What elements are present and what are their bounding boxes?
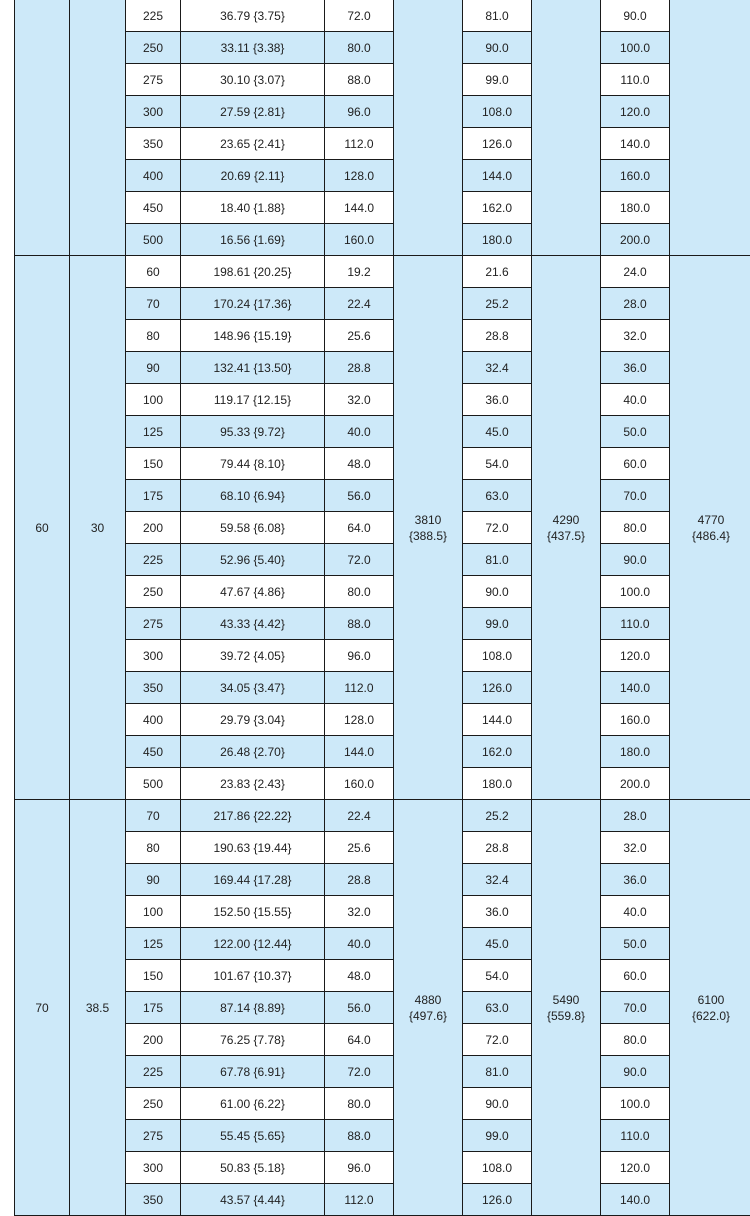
col4-cell: 39.72 {4.05}	[181, 640, 325, 672]
col4-cell: 101.67 {10.37}	[181, 960, 325, 992]
col5-cell: 80.0	[325, 32, 394, 64]
col7-cell: 28.8	[463, 320, 532, 352]
col9-cell: 70.0	[601, 480, 670, 512]
col4-cell: 23.83 {2.43}	[181, 768, 325, 800]
table-row	[15, 352, 750, 384]
table-row	[15, 608, 750, 640]
col4-cell: 26.48 {2.70}	[181, 736, 325, 768]
col5-cell: 22.4	[325, 288, 394, 320]
col9-cell: 100.0	[601, 1088, 670, 1120]
col5-cell: 32.0	[325, 896, 394, 928]
col9-cell: 140.0	[601, 128, 670, 160]
group-col6-cell	[394, 0, 463, 256]
col3-cell: 275	[126, 64, 181, 96]
table-row	[15, 0, 750, 32]
col4-cell: 43.33 {4.42}	[181, 608, 325, 640]
table-row	[15, 800, 750, 832]
col3-cell: 90	[126, 352, 181, 384]
col3-cell: 200	[126, 1024, 181, 1056]
col3-cell: 125	[126, 928, 181, 960]
table-row	[15, 1024, 750, 1056]
col5-cell: 96.0	[325, 1152, 394, 1184]
col5-cell: 160.0	[325, 768, 394, 800]
col5-cell: 96.0	[325, 96, 394, 128]
col7-cell: 72.0	[463, 1024, 532, 1056]
col4-cell: 61.00 {6.22}	[181, 1088, 325, 1120]
col4-cell: 132.41 {13.50}	[181, 352, 325, 384]
col4-cell: 33.11 {3.38}	[181, 32, 325, 64]
col3-cell: 80	[126, 320, 181, 352]
col9-cell: 60.0	[601, 448, 670, 480]
col3-cell: 90	[126, 864, 181, 896]
col4-cell: 29.79 {3.04}	[181, 704, 325, 736]
col7-cell: 144.0	[463, 160, 532, 192]
col5-cell: 80.0	[325, 576, 394, 608]
col4-cell: 119.17 {12.15}	[181, 384, 325, 416]
col9-cell: 180.0	[601, 192, 670, 224]
group-col2-cell-text: 38.5	[86, 1001, 109, 1015]
col7-cell: 63.0	[463, 480, 532, 512]
col4-cell: 95.33 {9.72}	[181, 416, 325, 448]
col7-cell: 126.0	[463, 128, 532, 160]
col3-cell: 70	[126, 800, 181, 832]
col5-cell: 25.6	[325, 320, 394, 352]
col7-cell: 90.0	[463, 32, 532, 64]
col9-cell: 80.0	[601, 1024, 670, 1056]
col3-cell: 150	[126, 448, 181, 480]
col4-cell: 50.83 {5.18}	[181, 1152, 325, 1184]
col4-cell: 68.10 {6.94}	[181, 480, 325, 512]
col5-cell: 32.0	[325, 384, 394, 416]
col7-cell: 126.0	[463, 672, 532, 704]
col9-cell: 80.0	[601, 512, 670, 544]
table-row	[15, 832, 750, 864]
spec-table	[14, 0, 750, 1216]
col7-cell: 90.0	[463, 1088, 532, 1120]
col3-cell: 275	[126, 608, 181, 640]
table-row	[15, 256, 750, 288]
col7-cell: 108.0	[463, 640, 532, 672]
col3-cell: 250	[126, 32, 181, 64]
col5-cell: 28.8	[325, 352, 394, 384]
col7-cell: 162.0	[463, 192, 532, 224]
col3-cell: 400	[126, 160, 181, 192]
col9-cell: 28.0	[601, 288, 670, 320]
table-row	[15, 928, 750, 960]
table-row	[15, 864, 750, 896]
col5-cell: 48.0	[325, 448, 394, 480]
col4-cell: 18.40 {1.88}	[181, 192, 325, 224]
group-col6-cell-text: 4880 {497.6}	[409, 993, 447, 1023]
col7-cell: 108.0	[463, 96, 532, 128]
col3-cell: 60	[126, 256, 181, 288]
table-row	[15, 288, 750, 320]
group-col2-cell	[70, 0, 126, 256]
col5-cell: 48.0	[325, 960, 394, 992]
col9-cell: 90.0	[601, 1056, 670, 1088]
col4-cell: 198.61 {20.25}	[181, 256, 325, 288]
col9-cell: 24.0	[601, 256, 670, 288]
col7-cell: 25.2	[463, 800, 532, 832]
col9-cell: 120.0	[601, 640, 670, 672]
col5-cell: 128.0	[325, 704, 394, 736]
col4-cell: 55.45 {5.65}	[181, 1120, 325, 1152]
col9-cell: 200.0	[601, 768, 670, 800]
col5-cell: 144.0	[325, 736, 394, 768]
table-row	[15, 896, 750, 928]
col3-cell: 225	[126, 1056, 181, 1088]
col5-cell: 22.4	[325, 800, 394, 832]
col4-cell: 59.58 {6.08}	[181, 512, 325, 544]
group-col1-cell-text: 60	[35, 521, 48, 535]
col5-cell: 112.0	[325, 1184, 394, 1216]
table-row	[15, 320, 750, 352]
col3-cell: 300	[126, 96, 181, 128]
col7-cell: 25.2	[463, 288, 532, 320]
col9-cell: 90.0	[601, 0, 670, 32]
col5-cell: 19.2	[325, 256, 394, 288]
col3-cell: 400	[126, 704, 181, 736]
col4-cell: 190.63 {19.44}	[181, 832, 325, 864]
group-col6-cell	[394, 256, 463, 800]
col3-cell: 350	[126, 672, 181, 704]
col7-cell: 81.0	[463, 0, 532, 32]
col3-cell: 275	[126, 1120, 181, 1152]
col3-cell: 300	[126, 1152, 181, 1184]
col7-cell: 32.4	[463, 864, 532, 896]
col3-cell: 500	[126, 768, 181, 800]
table-row	[15, 1088, 750, 1120]
col5-cell: 72.0	[325, 1056, 394, 1088]
col5-cell: 56.0	[325, 992, 394, 1024]
col7-cell: 54.0	[463, 448, 532, 480]
col7-cell: 45.0	[463, 928, 532, 960]
col5-cell: 40.0	[325, 928, 394, 960]
col9-cell: 120.0	[601, 96, 670, 128]
col9-cell: 50.0	[601, 416, 670, 448]
col7-cell: 54.0	[463, 960, 532, 992]
table-row	[15, 64, 750, 96]
col3-cell: 225	[126, 544, 181, 576]
table-row	[15, 32, 750, 64]
col4-cell: 52.96 {5.40}	[181, 544, 325, 576]
col9-cell: 110.0	[601, 1120, 670, 1152]
col5-cell: 64.0	[325, 1024, 394, 1056]
col4-cell: 30.10 {3.07}	[181, 64, 325, 96]
col4-cell: 76.25 {7.78}	[181, 1024, 325, 1056]
col5-cell: 72.0	[325, 0, 394, 32]
col9-cell: 36.0	[601, 864, 670, 896]
table-row	[15, 1152, 750, 1184]
col5-cell: 112.0	[325, 672, 394, 704]
col3-cell: 100	[126, 384, 181, 416]
col4-cell: 169.44 {17.28}	[181, 864, 325, 896]
table-row	[15, 480, 750, 512]
col3-cell: 70	[126, 288, 181, 320]
col9-cell: 110.0	[601, 64, 670, 96]
table-row	[15, 736, 750, 768]
col9-cell: 50.0	[601, 928, 670, 960]
group-col2-cell	[70, 256, 126, 800]
col9-cell: 160.0	[601, 160, 670, 192]
col7-cell: 99.0	[463, 1120, 532, 1152]
group-col2-cell-text: 30	[91, 521, 104, 535]
table-row	[15, 512, 750, 544]
table-row	[15, 128, 750, 160]
col7-cell: 32.4	[463, 352, 532, 384]
col3-cell: 80	[126, 832, 181, 864]
col4-cell: 87.14 {8.89}	[181, 992, 325, 1024]
group-col1-cell-text: 70	[35, 1001, 48, 1015]
col9-cell: 140.0	[601, 672, 670, 704]
col9-cell: 90.0	[601, 544, 670, 576]
col9-cell: 32.0	[601, 832, 670, 864]
col9-cell: 28.0	[601, 800, 670, 832]
col5-cell: 112.0	[325, 128, 394, 160]
col7-cell: 108.0	[463, 1152, 532, 1184]
col3-cell: 175	[126, 480, 181, 512]
col5-cell: 25.6	[325, 832, 394, 864]
col3-cell: 225	[126, 0, 181, 32]
table-row	[15, 672, 750, 704]
col4-cell: 148.96 {15.19}	[181, 320, 325, 352]
table-row	[15, 384, 750, 416]
col3-cell: 150	[126, 960, 181, 992]
col5-cell: 144.0	[325, 192, 394, 224]
table-row	[15, 640, 750, 672]
group-col10-cell	[670, 0, 750, 256]
group-col1-cell	[15, 0, 70, 256]
group-col2-cell	[70, 800, 126, 1216]
col3-cell: 450	[126, 736, 181, 768]
col9-cell: 120.0	[601, 1152, 670, 1184]
table-row	[15, 192, 750, 224]
table-row	[15, 992, 750, 1024]
col4-cell: 170.24 {17.36}	[181, 288, 325, 320]
col7-cell: 90.0	[463, 576, 532, 608]
col9-cell: 200.0	[601, 224, 670, 256]
group-col10-cell	[670, 800, 750, 1216]
table-row	[15, 704, 750, 736]
col4-cell: 152.50 {15.55}	[181, 896, 325, 928]
col9-cell: 70.0	[601, 992, 670, 1024]
col5-cell: 88.0	[325, 64, 394, 96]
group-col8-cell	[532, 800, 601, 1216]
col9-cell: 100.0	[601, 32, 670, 64]
col9-cell: 100.0	[601, 576, 670, 608]
col9-cell: 180.0	[601, 736, 670, 768]
col7-cell: 180.0	[463, 224, 532, 256]
col5-cell: 88.0	[325, 1120, 394, 1152]
col3-cell: 200	[126, 512, 181, 544]
col3-cell: 175	[126, 992, 181, 1024]
col9-cell: 140.0	[601, 1184, 670, 1216]
col7-cell: 72.0	[463, 512, 532, 544]
col9-cell: 160.0	[601, 704, 670, 736]
table-row	[15, 768, 750, 800]
col4-cell: 122.00 {12.44}	[181, 928, 325, 960]
col7-cell: 63.0	[463, 992, 532, 1024]
col4-cell: 217.86 {22.22}	[181, 800, 325, 832]
table-row	[15, 960, 750, 992]
col3-cell: 100	[126, 896, 181, 928]
col9-cell: 40.0	[601, 896, 670, 928]
group-col10-cell-text: 6100 {622.0}	[692, 993, 730, 1023]
table-row	[15, 448, 750, 480]
col3-cell: 500	[126, 224, 181, 256]
col7-cell: 81.0	[463, 544, 532, 576]
col3-cell: 350	[126, 1184, 181, 1216]
col5-cell: 88.0	[325, 608, 394, 640]
group-col6-cell-text: 3810 {388.5}	[409, 513, 447, 543]
col9-cell: 110.0	[601, 608, 670, 640]
col5-cell: 72.0	[325, 544, 394, 576]
col3-cell: 350	[126, 128, 181, 160]
col4-cell: 47.67 {4.86}	[181, 576, 325, 608]
group-col6-cell	[394, 800, 463, 1216]
table-row	[15, 160, 750, 192]
col3-cell: 250	[126, 1088, 181, 1120]
col4-cell: 20.69 {2.11}	[181, 160, 325, 192]
group-col8-cell	[532, 256, 601, 800]
col5-cell: 56.0	[325, 480, 394, 512]
table-row	[15, 576, 750, 608]
group-col8-cell-text: 5490 {559.8}	[547, 993, 585, 1023]
col7-cell: 126.0	[463, 1184, 532, 1216]
col3-cell: 125	[126, 416, 181, 448]
col9-cell: 60.0	[601, 960, 670, 992]
col4-cell: 27.59 {2.81}	[181, 96, 325, 128]
table-row	[15, 1120, 750, 1152]
group-col1-cell	[15, 256, 70, 800]
col7-cell: 45.0	[463, 416, 532, 448]
col9-cell: 36.0	[601, 352, 670, 384]
table-row	[15, 224, 750, 256]
table-body	[15, 0, 750, 1216]
table-row	[15, 96, 750, 128]
col4-cell: 79.44 {8.10}	[181, 448, 325, 480]
group-col1-cell	[15, 800, 70, 1216]
col4-cell: 34.05 {3.47}	[181, 672, 325, 704]
col7-cell: 21.6	[463, 256, 532, 288]
group-col10-cell-text: 4770 {486.4}	[692, 513, 730, 543]
col4-cell: 43.57 {4.44}	[181, 1184, 325, 1216]
col5-cell: 28.8	[325, 864, 394, 896]
col5-cell: 160.0	[325, 224, 394, 256]
col7-cell: 36.0	[463, 384, 532, 416]
col3-cell: 450	[126, 192, 181, 224]
col5-cell: 96.0	[325, 640, 394, 672]
col7-cell: 99.0	[463, 608, 532, 640]
col9-cell: 32.0	[601, 320, 670, 352]
col5-cell: 80.0	[325, 1088, 394, 1120]
table-row	[15, 1056, 750, 1088]
col7-cell: 28.8	[463, 832, 532, 864]
group-col8-cell-text: 4290 {437.5}	[547, 513, 585, 543]
col3-cell: 250	[126, 576, 181, 608]
col3-cell: 300	[126, 640, 181, 672]
col5-cell: 40.0	[325, 416, 394, 448]
col9-cell: 40.0	[601, 384, 670, 416]
col4-cell: 16.56 {1.69}	[181, 224, 325, 256]
col4-cell: 67.78 {6.91}	[181, 1056, 325, 1088]
col4-cell: 36.79 {3.75}	[181, 0, 325, 32]
col4-cell: 23.65 {2.41}	[181, 128, 325, 160]
table-row	[15, 544, 750, 576]
col7-cell: 81.0	[463, 1056, 532, 1088]
table-row	[15, 416, 750, 448]
col7-cell: 162.0	[463, 736, 532, 768]
col5-cell: 64.0	[325, 512, 394, 544]
col7-cell: 144.0	[463, 704, 532, 736]
group-col10-cell	[670, 256, 750, 800]
col7-cell: 99.0	[463, 64, 532, 96]
col7-cell: 36.0	[463, 896, 532, 928]
group-col8-cell	[532, 0, 601, 256]
col7-cell: 180.0	[463, 768, 532, 800]
col5-cell: 128.0	[325, 160, 394, 192]
